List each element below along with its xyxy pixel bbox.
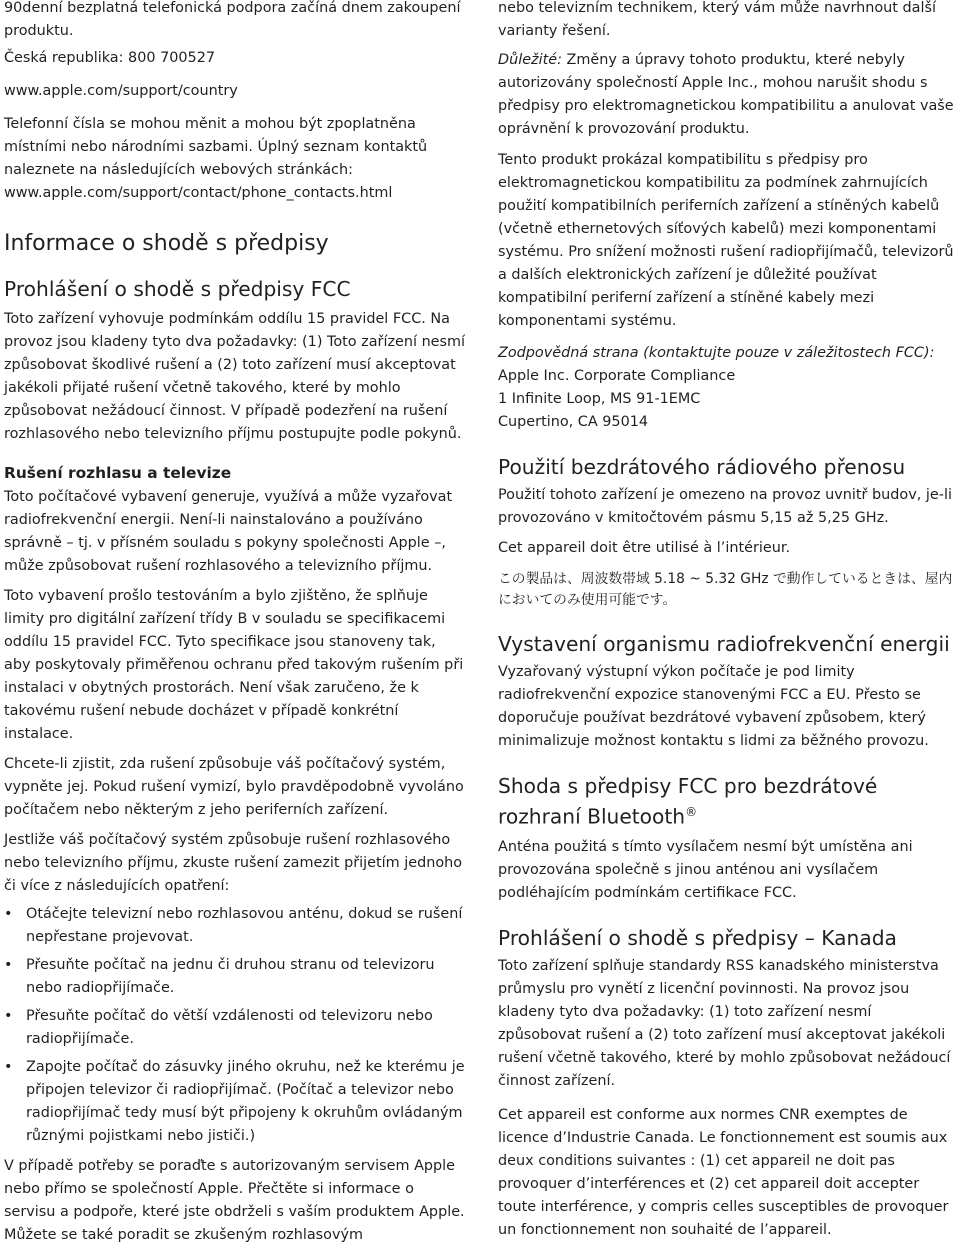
rf-exposure-text: Vyzařovaný výstupní výkon počítače je pod limity radiofrekvenční expozice stanovenými FCC a EU. Přesto se doporučuje používat bezdrátové vybavení způsobem, který minimalizuje možnost kontaktu s lidmi za běžného provozu.	[498, 664, 929, 749]
measures-intro: Jestliže váš počítačový systém způsobuje rušení rozhlasového nebo televizního příjmu, zkuste rušení zamezit přijetím jednoho či více z následujících opatření:	[4, 832, 463, 894]
interference-text: Toto počítačové vybavení generuje, využívá a může vyzařovat radiofrekvenční energii. Není-li nainstalováno a používáno správně – tj. v přísném souladu s pokyny společnosti Apple –, může způsobovat rušení rozhlasového a televizního příjmu.	[4, 489, 453, 574]
important-note	[498, 49, 958, 141]
wireless-text: Použití tohoto zařízení je omezeno na provoz uvnitř budov, je-li provozováno v kmitočtovém pásmu 5,15 až 5,25 GHz.	[498, 487, 952, 526]
left-column	[4, 0, 466, 1247]
czech-phone-number: Česká republika: 800 700527	[4, 50, 216, 66]
rf-exposure-heading: Vystavení organismu radiofrekvenční energii	[498, 632, 950, 656]
canada-text: Toto zařízení splňuje standardy RSS kanadského ministerstva průmyslu pro vynětí z licenční povinnosti. Na provoz jsou kladeny tyto dva požadavky: (1) toto zařízení nesmí způsobovat rušení a (2) toto zařízení musí akceptovat jakékoli rušení včetně takového, které by mohlo způsobovat nežádoucí činnost zařízení.	[498, 957, 951, 1089]
bluetooth-text: Anténa použitá s tímto vysílačem nesmí být umístěna ani provozována společně s jinou anténou ani vysílačem podléhajícím podmínkám certifikace FCC.	[498, 838, 913, 901]
bullet-icon: •	[4, 957, 13, 973]
wireless-heading: Použití bezdrátového rádiového přenosu	[498, 455, 906, 479]
list-item: • Přesuňte počítač na jednu či druhou stranu od televizoru nebo radiopřijímače.	[4, 954, 466, 1000]
phone-contacts-url[interactable]: www.apple.com/support/contact/phone_contacts.html	[4, 185, 393, 201]
consult-text: V případě potřeby se poraďte s autorizovaným servisem Apple nebo přímo se společností Apple. Přečtěte si informace o servisu a podpoře, které jste obdrželi s vaším produktem Apple. Můžete se také poradit se zkušeným rozhlasovým	[4, 1158, 465, 1243]
bullet-icon: •	[4, 1008, 13, 1024]
regulatory-title: Informace o shodě s předpisy	[4, 231, 329, 256]
important-label: Důležité:	[498, 52, 562, 68]
responsible-party-label: Zodpovědná strana (kontaktujte pouze v záležitostech FCC):	[498, 345, 935, 361]
responsible-line-1: Apple Inc. Corporate Compliance	[498, 368, 736, 384]
registered-mark: ®	[685, 805, 698, 819]
wireless-french: Cet appareil doit être utilisé à l’intérieur.	[498, 540, 791, 556]
consult-continuation: nebo televizním technikem, který vám může navrhnout další varianty řešení.	[498, 0, 936, 39]
list-item: • Zapojte počítač do zásuvky jiného okruhu, než ke kterému je připojen televizor či radiopřijímač. (Počítač a televizor nebo radiopřijímač tedy musí být připojeny k okruhům ovládaným různými pojistkami nebo jističi.)	[4, 1056, 466, 1148]
support-country-url[interactable]: www.apple.com/support/country	[4, 83, 238, 99]
important-text: Změny a úpravy tohoto produktu, které nebyly autorizovány společností Apple Inc., mohou narušit shodu s předpisy pro elektromagnetickou kompatibilitu a anulovat vaše oprávnění k provozování produktu.	[498, 52, 954, 137]
canada-heading: Prohlášení o shodě s předpisy – Kanada	[498, 925, 897, 950]
list-item: • Otáčejte televizní nebo rozhlasovou anténu, dokud se rušení nepřestane projevovat.	[4, 903, 466, 949]
support-intro: 90denní bezplatná telefonická podpora začíná dnem zakoupení produktu.	[4, 0, 461, 39]
responsible-line-2: 1 Infinite Loop, MS 91-1EMC	[498, 391, 701, 407]
check-text: Chcete-li zjistit, zda rušení způsobuje váš počítačový systém, vypněte jej. Pokud rušení vymizí, bylo pravděpodobně vyvoláno počítačem nebo některým z jeho periferních zařízení.	[4, 756, 464, 818]
fcc-statement: Toto zařízení vyhovuje podmínkám oddílu 15 pravidel FCC. Na provoz jsou kladeny tyto dva požadavky: (1) Toto zařízení nesmí způsobovat škodlivé rušení a (2) toto zařízení musí akceptovat jakékoli přijaté rušení včetně takového, které by mohlo způsobovat nežádoucí činnost. V případě podezření na rušení rozhlasového nebo televizního příjmu postupujte podle pokynů.	[4, 311, 466, 442]
tested-text: Toto vybavení prošlo testováním a bylo zjištěno, že splňuje limity pro digitální zařízení třídy B v souladu se specifikacemi oddílu 15 pravidel FCC. Tyto specifikace jsou stanoveny tak, aby poskytovaly přiměřenou ochranu před takovým rušením při instalaci v obytných prostorách. Není však zaručeno, že k takovému rušení nebude docházet v případě konkrétní instalace.	[4, 588, 464, 742]
right-column	[498, 0, 958, 1242]
emc-text: Tento produkt prokázal kompatibilitu s předpisy pro elektromagnetickou kompatibilitu za podmínek zahrnujících použití kompatibilních periferních zařízení a stíněných kabelů (včetně ethernetových síťových kabelů) mezi komponentami systému. Pro snížení možnosti rušení radiopřijímačů, televizorů a dalších elektronických zařízení je důležité používat kompatibilní periferní zařízení a stíněné kabely mezi komponentami systému.	[498, 152, 954, 329]
fcc-heading: Prohlášení o shodě s předpisy FCC	[4, 277, 351, 301]
bluetooth-heading: Shoda s předpisy FCC pro bezdrátové rozhraní Bluetooth®	[498, 774, 878, 829]
list-item: • Přesuňte počítač do větší vzdálenosti od televizoru nebo radiopřijímače.	[4, 1005, 466, 1051]
wireless-japanese: この製品は、周波数帯域 5.18 ~ 5.32 GHz で動作しているときは、屋内においてのみ使用可能です。	[498, 571, 953, 608]
bullet-icon: •	[4, 906, 13, 922]
measures-list	[4, 903, 466, 1148]
phone-note: Telefonní čísla se mohou měnit a mohou být zpoplatněna místními nebo národními sazbami. Úplný seznam kontaktů naleznete na následujících webových stránkách:	[4, 116, 428, 178]
interference-heading: Rušení rozhlasu a televize	[4, 464, 232, 482]
canada-french: Cet appareil est conforme aux normes CNR exemptes de licence d’Industrie Canada. Le fonctionnement est soumis aux deux conditions suivantes : (1) cet appareil ne doit pas provoquer d’interférences et (2) cet appareil doit accepter toute interférence, y compris celles susceptibles de provoquer un fonctionnement non souhaité de l’appareil.	[498, 1106, 949, 1238]
responsible-line-3: Cupertino, CA 95014	[498, 414, 649, 430]
bullet-icon: •	[4, 1059, 13, 1075]
